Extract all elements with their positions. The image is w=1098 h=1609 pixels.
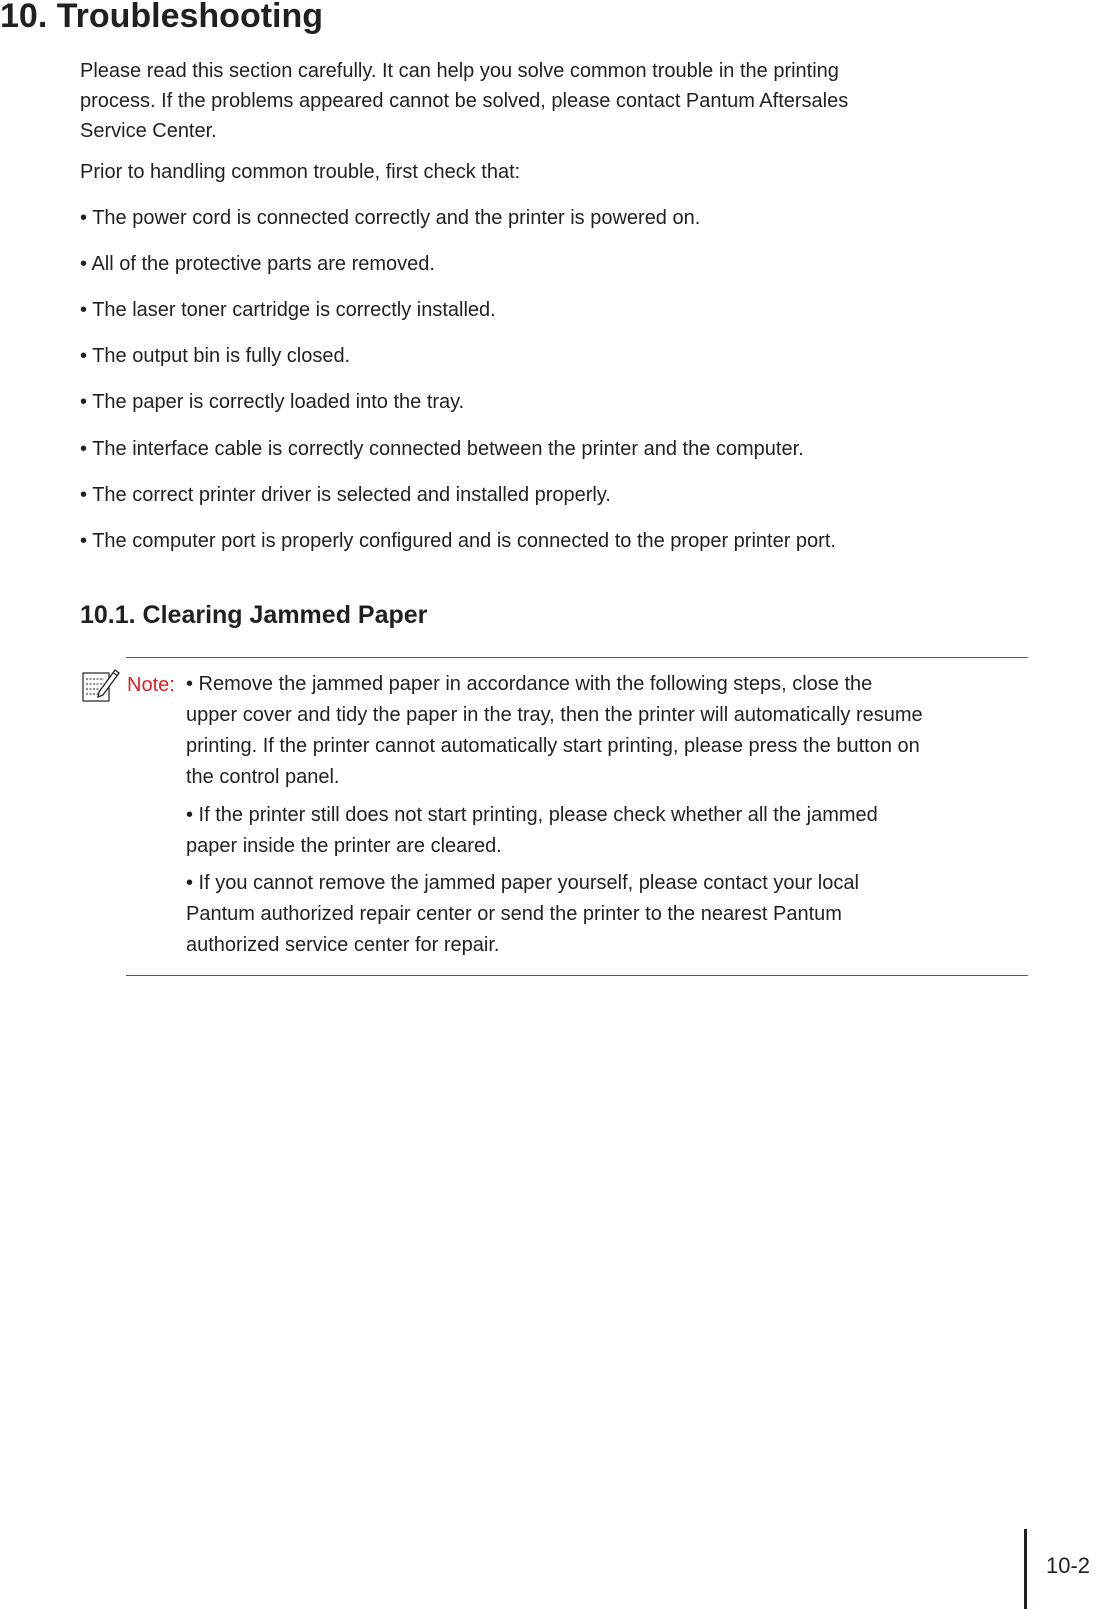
note-bottom-divider xyxy=(126,975,1028,976)
note-line: upper cover and tidy the paper in the tray, then the printer will automatically resume xyxy=(186,704,923,726)
note-paragraph xyxy=(186,669,1036,793)
intro-line: process. If the problems appeared cannot be solved, please contact Pantum Aftersales xyxy=(80,90,849,112)
intro-line: Please read this section carefully. It can help you solve common trouble in the printing xyxy=(80,60,839,82)
page-title: 10. Troubleshooting xyxy=(0,0,324,35)
checklist-item: • The correct printer driver is selected and installed properly. xyxy=(80,484,611,506)
note-paragraph xyxy=(186,868,1036,961)
checklist-item: • The interface cable is correctly connected between the printer and the computer. xyxy=(80,438,804,460)
note-line: • Remove the jammed paper in accordance with the following steps, close the xyxy=(186,673,873,695)
note-line: • If you cannot remove the jammed paper yourself, please contact your local xyxy=(186,872,859,894)
note-line: • If the printer still does not start printing, please check whether all the jammed xyxy=(186,804,878,826)
intro-line: Service Center. xyxy=(80,120,217,142)
note-label: Note: xyxy=(127,674,175,696)
note-paragraph xyxy=(186,800,1036,862)
checklist-item: • The power cord is connected correctly and the printer is powered on. xyxy=(80,207,701,229)
note-line: paper inside the printer are cleared. xyxy=(186,835,502,857)
note-pencil-icon xyxy=(80,664,120,704)
footer-divider xyxy=(1024,1529,1027,1609)
note-line: printing. If the printer cannot automatically start printing, please press the button on xyxy=(186,735,920,757)
page-number: 10-2 xyxy=(1046,1553,1091,1578)
intro-paragraph xyxy=(80,56,980,146)
checklist-item: • The computer port is properly configured and is connected to the proper printer port. xyxy=(80,530,836,552)
checklist-item: • The output bin is fully closed. xyxy=(80,345,351,367)
note-top-divider xyxy=(126,657,1028,658)
note-line: authorized service center for repair. xyxy=(186,934,500,956)
prior-check-text: Prior to handling common trouble, first check that: xyxy=(80,161,521,183)
checklist-item: • The laser toner cartridge is correctly installed. xyxy=(80,299,496,321)
section-title: 10.1. Clearing Jammed Paper xyxy=(80,601,428,629)
note-line: Pantum authorized repair center or send the printer to the nearest Pantum xyxy=(186,903,842,925)
checklist-item: • All of the protective parts are removed. xyxy=(80,253,435,275)
note-line: the control panel. xyxy=(186,766,340,788)
checklist-item: • The paper is correctly loaded into the tray. xyxy=(80,391,465,413)
